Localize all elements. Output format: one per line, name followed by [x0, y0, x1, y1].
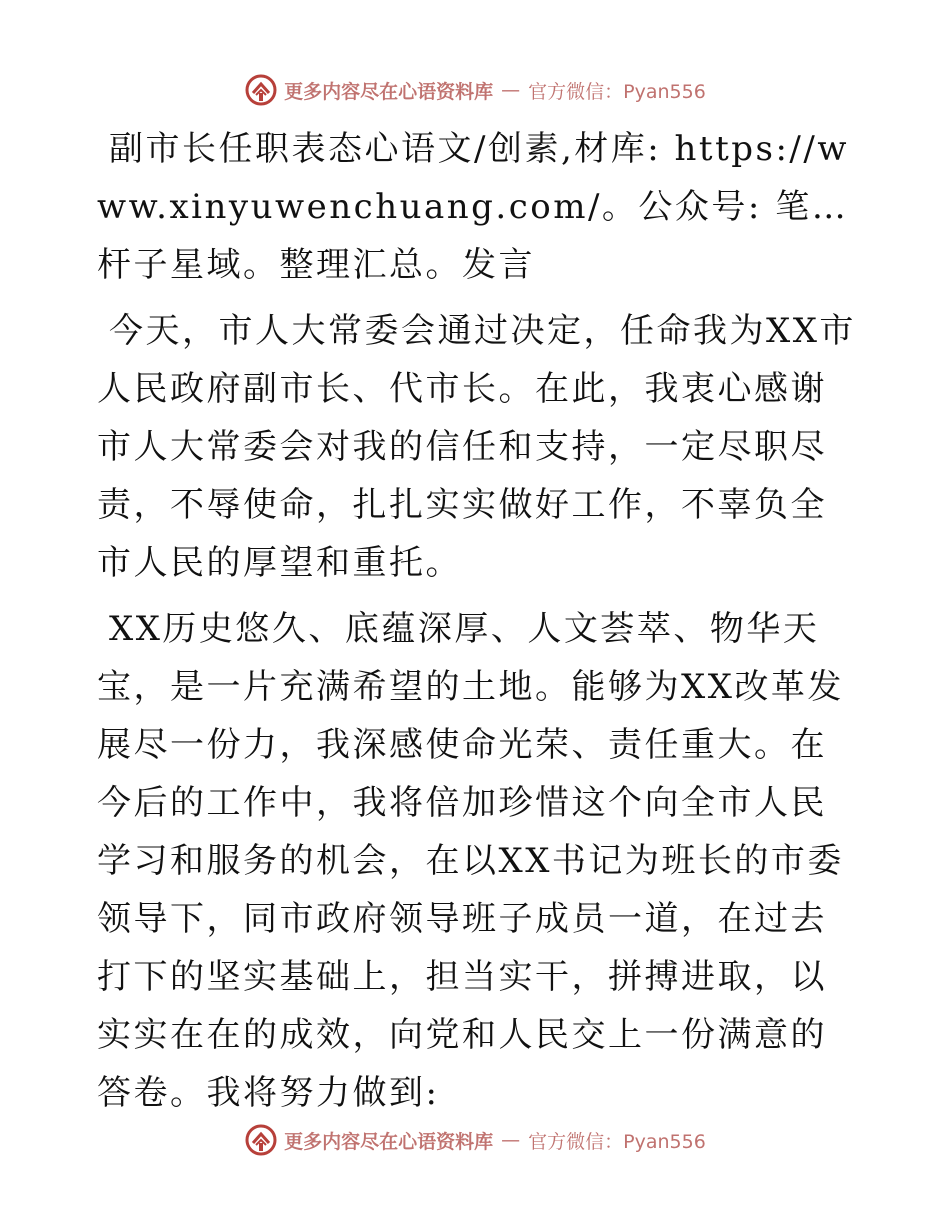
banner-dash: — — [501, 79, 521, 101]
banner-title: 更多内容尽在心语资料库 — [284, 80, 494, 103]
header-banner — [0, 70, 950, 110]
book-logo-icon — [244, 73, 278, 107]
banner-title: 更多内容尽在心语资料库 — [284, 1130, 494, 1153]
banner-contact: 官方微信：Pyan556 — [528, 1130, 706, 1153]
document-body — [97, 120, 857, 1130]
banner-dash: — — [501, 1129, 521, 1151]
paragraph: 今天，市人大常委会通过决定，任命我为XX市人民政府副市长、代市长。在此，我衷心感谢市人大常委会对我的信任和支持，一定尽职尽责，不辱使命，扎扎实实做好工作，不辜负全市人民的厚望和重托。 — [97, 311, 856, 583]
book-logo-icon — [244, 1123, 278, 1157]
footer-banner — [0, 1120, 950, 1160]
paragraph: 副市长任职表态心语文/创素,材库: https://www.xinyuwenchuang.com/。公众号: 笔…杆子星域。整理汇总。发言 — [97, 129, 849, 285]
paragraph: XX历史悠久、底蕴深厚、人文荟萃、物华天宝，是一片充满希望的土地。能够为XX改革发展尽一份力，我深感使命光荣、责任重大。在今后的工作中，我将倍加珍惜这个向全市人民学习和服务的机会，在以XX书记为班长的市委领导下，同市政府领导班子成员一道，在过去打下的坚实基础上，担当实干，拼搏进取，以实实在在的成效，向党和人民交上一份满意的答卷。我将努力做到: — [97, 609, 844, 1113]
banner-contact: 官方微信：Pyan556 — [528, 80, 706, 103]
